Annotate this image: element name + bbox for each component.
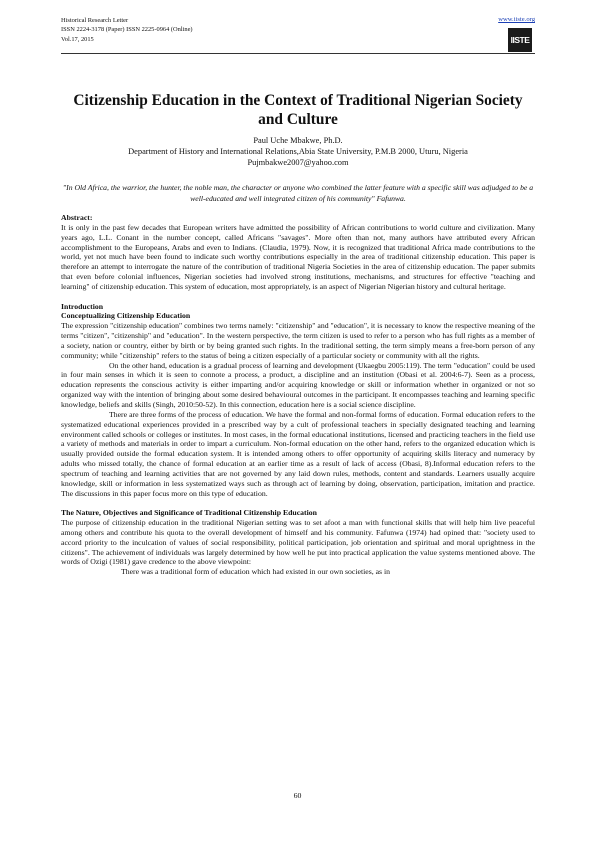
abstract-text: It is only in the past few decades that European writers have admitted the possibility of African contributions to world culture and civilization. Many years ago, L.L. Conant in the number concept, called Africans "savages". More often than not, many authors have attributed every African accomplishment to the Europeans, Arabs and even to Indians. (Claudia, 1979). Now, it is recognized that traditional Africa made contributions to the world, yet not much have been found to indicate such worthy contributions especially in the area of traditional citizenship education. This paper is therefore an attempt to interrogate the nature of the contribution of traditional Nigeria Societies in the area of citizenship education. The paper submits that even before colonial influences, Nigerian societies had involved strong institutions, mechanisms, and structures for effective "teaching and learning" of citizenship education. This system of education, most appropriately, is an aspect of Nigerian Nigerian history and cultural heritage. xyxy=(61,222,535,291)
section2-paragraph-1: The purpose of citizenship education in the traditional Nigerian setting was to set afoot a man with functional skills that will help him live peaceful among others and contribute his quota to the overall development of himself and his community. Fafunwa (1974) had opined that: "society used to accord priority to the inculcation of values of social responsibility, political participation, job orientation and spiritual and moral uprightness in the citizens". The achievement of individuals was largely determined by how well he put into practical application the value systems mentioned above. The words of Ozigi (1981) gave credence to the above viewpoint: xyxy=(61,518,535,567)
intro-heading: Introduction xyxy=(61,301,104,311)
intro-paragraph-1: The expression "citizenship education" combines two terms namely: "citizenship" and "education", it is necessary to know the respective meaning of the terms "citizen", "citizenship" and "education". In the western perspective, the term citizen is used to refer to a person who has full rights as a member of a society, nation or country, either by birth or by being granted such rights. In the traditional setting, the term simply means a free-born person of any community; while "citizenship" refers to the status of being a citizen especially of a particular society or community with all the rights. xyxy=(61,321,535,360)
page-number: 60 xyxy=(293,791,302,800)
paper-body xyxy=(61,213,535,577)
journal-name: Historical Research Letter xyxy=(61,17,129,24)
iiste-logo-mark: IISTE xyxy=(508,28,532,52)
section2-heading: The Nature, Objectives and Significance of Traditional Citizenship Education xyxy=(61,508,317,518)
section2-quote: There was a traditional form of education which had existed in our own societies, as in xyxy=(121,567,391,577)
paper-title: Citizenship Education in the Context of Traditional Nigerian Society and Culture xyxy=(73,92,523,128)
intro-subheading: Conceptualizing Citizenship Education xyxy=(61,311,191,321)
author-affiliation: Department of History and International Relations,Abia State University, P.M.B 2000, Uturu, Nigeria xyxy=(128,147,468,156)
journal-issn: ISSN 2224-3178 (Paper) ISSN 2225-0964 (Online) xyxy=(61,26,193,34)
intro-paragraph-2: On the other hand, education is a gradual process of learning and development (Ukaegbu 2005:119). The term "education" could be used in four main senses in which it is seen to connote a process, a product, a discipline and an institution (Obasi et al. 2004:6-7). Seen as a process, education represents the conscious activity is either imparting and/or acquiring knowledge or skill or information whether in organized or not so organized way with the intention of bringing about some desired behavioural outcomes in the participant. It encompasses teaching and learning specific knowledge, beliefs and skills (Singh, 2010:50-52). In this connection, education here is a social science discipline. xyxy=(61,360,535,409)
header-divider xyxy=(61,53,535,54)
journal-header xyxy=(61,16,193,44)
journal-volume: Vol.17, 2015 xyxy=(61,35,94,43)
iiste-logo xyxy=(508,28,532,52)
author-email: Pujmbakwe2007@yahoo.com xyxy=(247,158,349,167)
epigraph: "In Old Africa, the warrior, the hunter, the noble man, the character or anyone who combined the latter feature with a specific skill was adjudged to be a well-educated and well integrated citizen of his community" Fafunwa. xyxy=(62,183,534,204)
author-block xyxy=(61,135,535,168)
journal-site-link[interactable]: www.iiste.org xyxy=(498,16,535,23)
author-name: Paul Uche Mbakwe, Ph.D. xyxy=(253,136,343,145)
abstract-heading: Abstract: xyxy=(61,213,93,222)
intro-paragraph-3: There are three forms of the process of education. We have the formal and non-formal forms of education. Formal education refers to the systematized educational experiences provided in a prescribed way by a cult of professional teachers in specially designated teaching and learning environment called schools or colleges or institutes. In most cases, in the formal educational institutions, licensed and practicing teachers in the field use a variety of methods and materials in order to impart a curriculum. Non-formal education on the other hand, refers to the organized education which is usually provided outside the formal education system. It is intended among others to offer opportunity of acquiring skills literacy and numeracy by adults who missed totally, the chance of formal education at an earlier time as a result of lack of access (Obasi, 8).Informal education refers to the spectrum of teaching and learning activities that are not governed by any laid down rules, methods, content and standards. Learners usually acquire knowledge, skill or information in less systematized ways such as through act of learning by doing, observation, participation, imitation and practice. The discussions in this paper focus more on this type of education. xyxy=(61,409,535,498)
